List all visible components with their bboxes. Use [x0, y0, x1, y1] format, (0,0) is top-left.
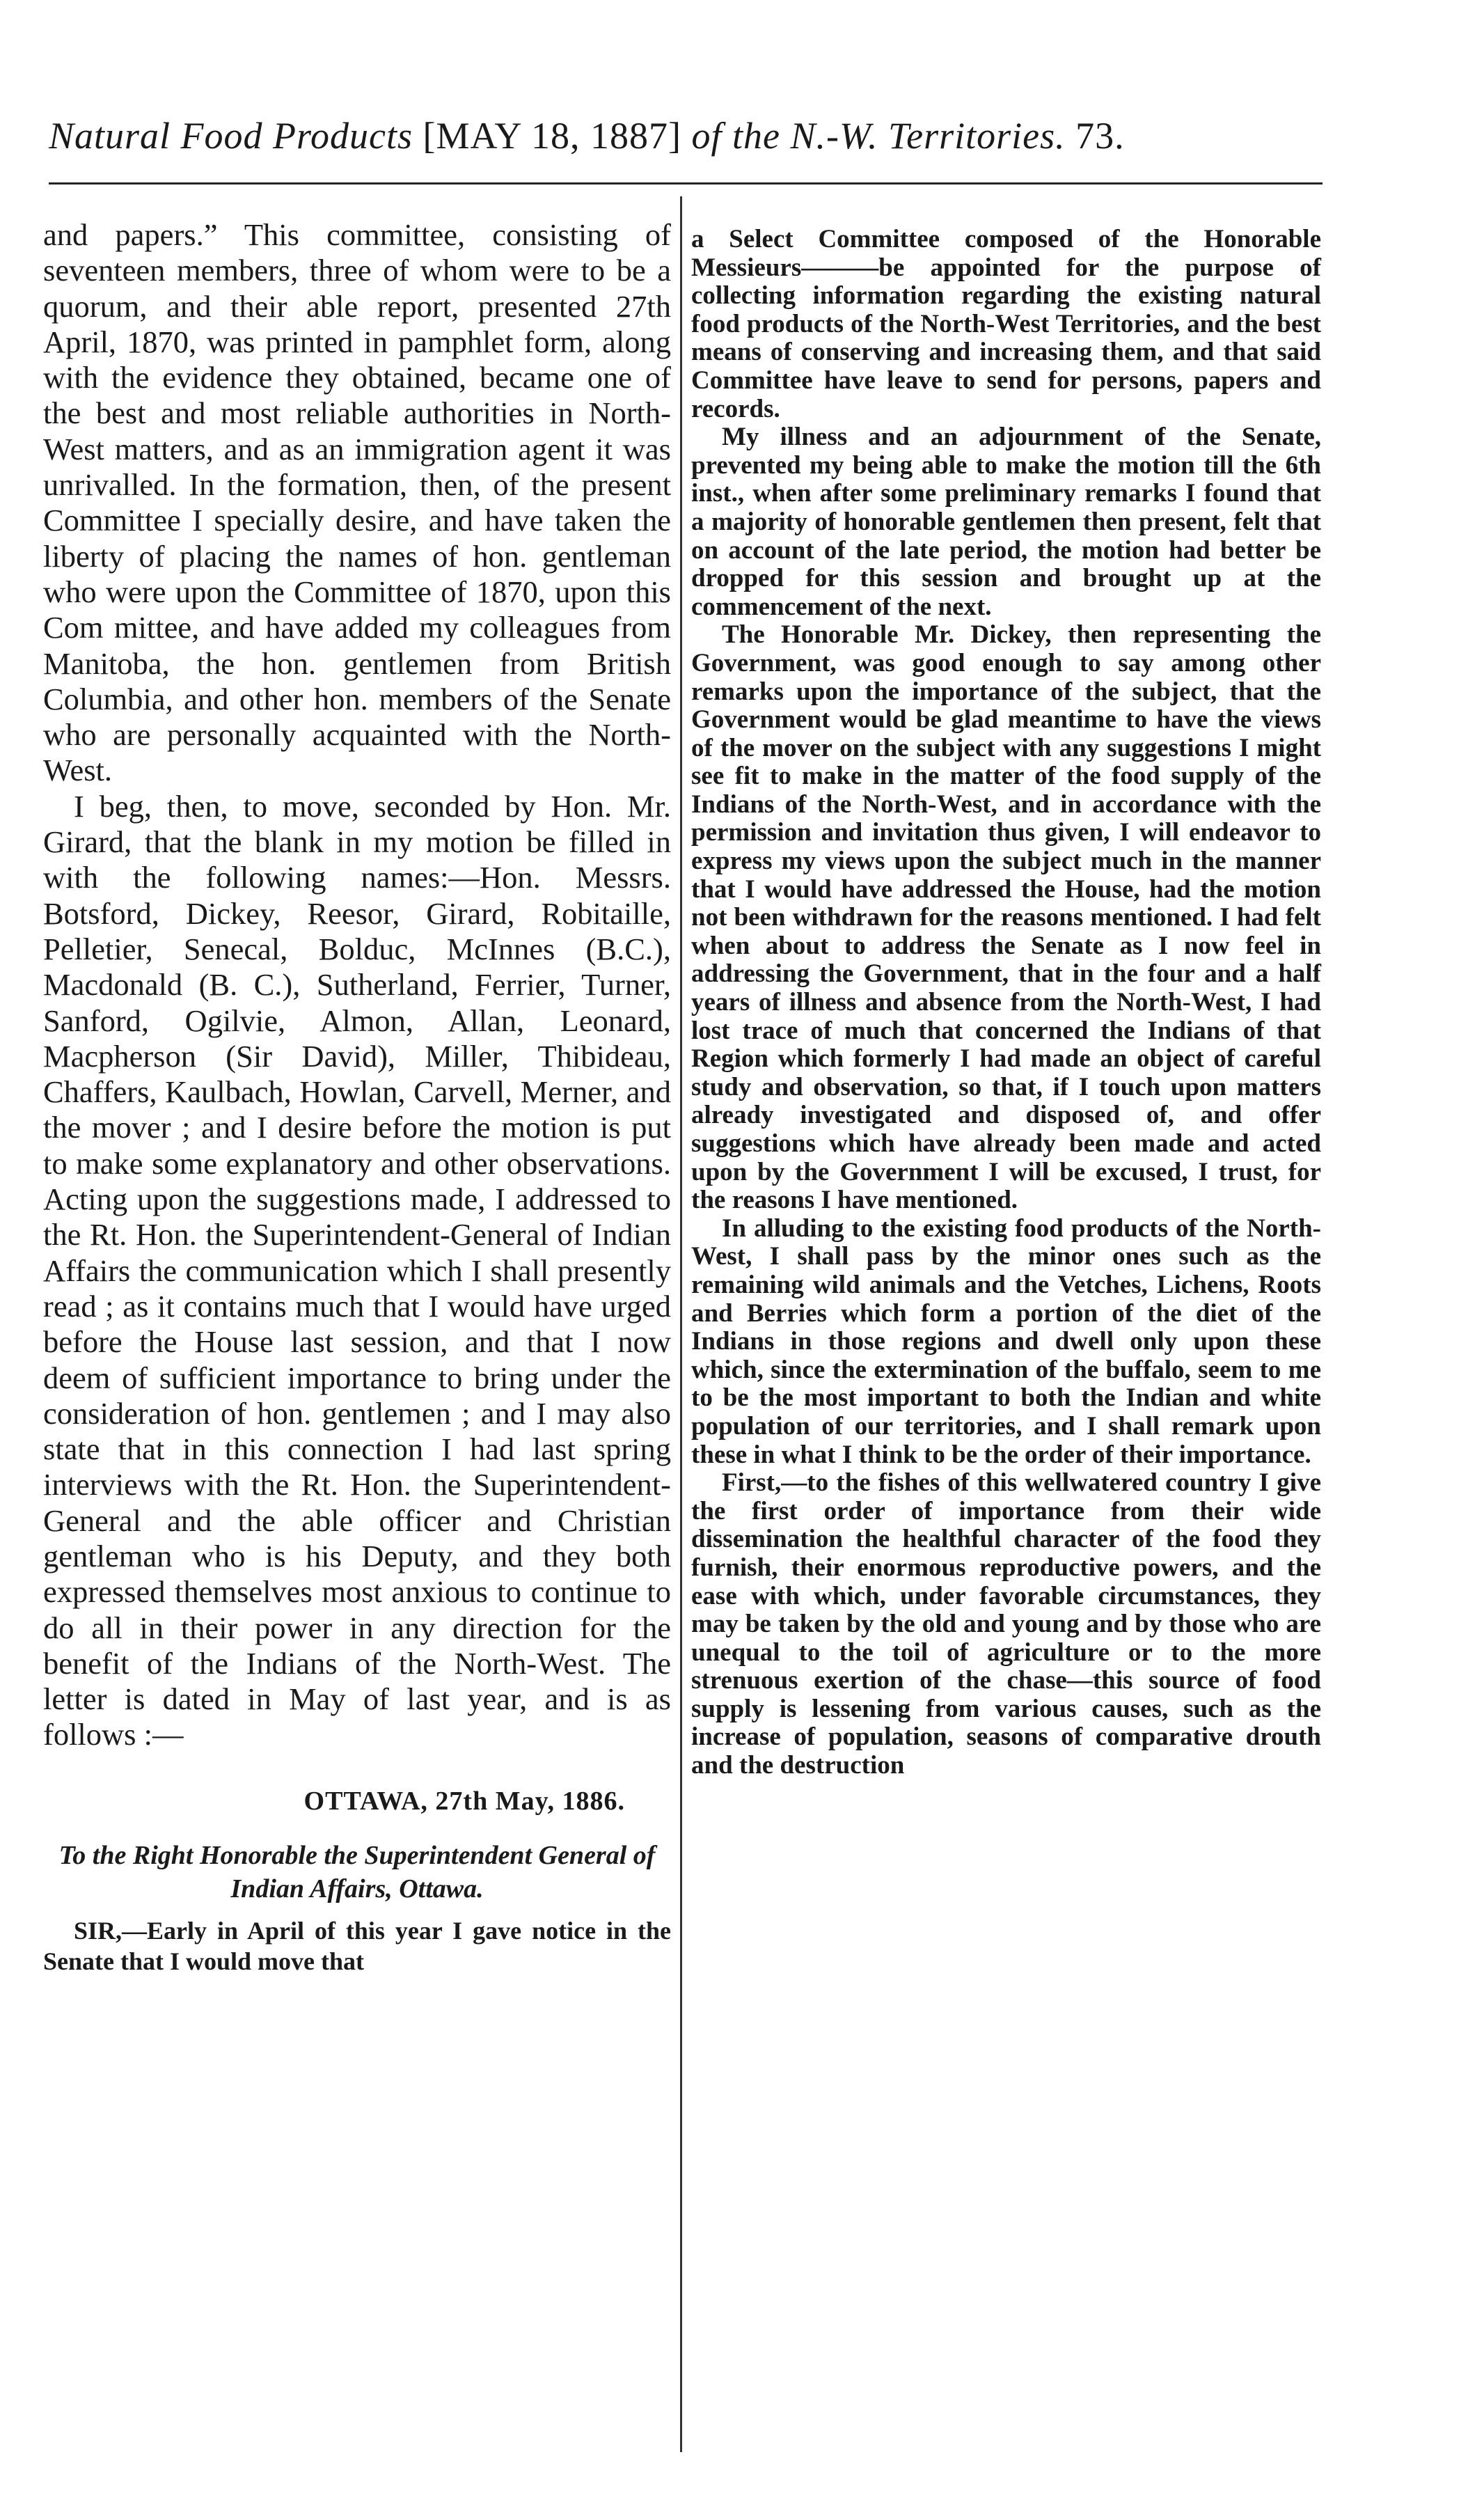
letter-opening: SIR,—Early in April of this year I gave notice in the Senate that I would move that	[43, 1917, 671, 1976]
right-paragraph-1: a Select Committee composed of the Honorable Messieurs———be appointed for the purpose of collecting information regarding the existing natural food products of the North-West Territories, and the best means of conserving and increasing them, and that said Committee have leave to send for persons, papers and records.	[691, 225, 1321, 423]
right-paragraph-3: The Honorable Mr. Dickey, then representing the Government, was good enough to say among other remarks upon the importance of the subject, that the Government would be glad meantime to have the views of the mover on the subject with any suggestions I might see fit to make in the matter of the food supply of the Indians of the North-West, and in accordance with the permission and invitation thus given, I will endeavor to express my views upon the subject much in the manner that I would have addressed the House, had the motion not been withdrawn for the reasons mentioned. I had felt when about to address the Senate as I now feel in addressing the Government, that in the four and a half years of illness and absence from the North-West, I had lost trace of much that concerned the Indians of that Region which formerly I had made an object of careful study and observation, so that, if I touch upon matters already investigated and disposed of, and offer suggestions which have already been made and acted upon by the Government I will be excused, I trust, for the reasons I have mentioned.	[691, 620, 1321, 1215]
right-paragraph-4: In alluding to the existing food products of the North-West, I shall pass by the minor ones such as the remaining wild animals and the Vetches, Lichens, Roots and Berries which form a portion of the diet of the Indians in those regions and dwell only upon these which, since the extermination of the buffalo, seem to me to be the most important to both the Indian and white population of our territories, and I shall remark upon these in what I think to be the order of their importance.	[691, 1214, 1321, 1469]
header-title-right: of the N.-W. Territories.	[691, 115, 1066, 157]
running-head	[49, 111, 1323, 160]
page-number: 73.	[1075, 115, 1125, 157]
column-divider	[680, 196, 682, 2452]
header-title-left: Natural Food Products	[49, 115, 413, 157]
right-paragraph-2: My illness and an adjournment of the Senate, prevented my being able to make the motion till the 6th inst., when after some preliminary remarks I found that a majority of honorable gentlemen then present, felt that on account of the late period, the motion had better be dropped for this session and brought up at the commencement of the next.	[691, 423, 1321, 621]
letter-address: To the Right Honorable the Superintendent General of Indian Affairs, Ottawa.	[58, 1841, 656, 1904]
left-paragraph-2: I beg, then, to move, seconded by Hon. Mr. Girard, that the blank in my motion be filled in with the following names:—Hon. Messrs. Botsford, Dickey, Reesor, Girard, Robitaille, Pelletier, Senecal, Bolduc, McInnes (B.C.), Macdonald (B. C.), Sutherland, Ferrier, Turner, Sanford, Ogilvie, Almon, Allan, Leonard, Macpherson (Sir David), Miller, Thibideau, Chaffers, Kaulbach, Howlan, Carvell, Merner, and the mover ; and I desire before the motion is put to make some explanatory and other observations. Acting upon the suggestions made, I addressed to the Rt. Hon. the Superintendent-General of Indian Affairs the communication which I shall presently read ; as it contains much that I would have urged before the House last session, and that I now deem of sufficient importance to bring under the consideration of hon. gentlemen ; and I may also state that in this connection I had last spring interviews with the Rt. Hon. the Superintendent-General and the able officer and Christian gentleman who is his Deputy, and they both expressed themselves most anxious to continue to do all in their power in any direction for the benefit of the Indians of the North-West. The letter is dated in May of last year, and is as follows :—	[43, 788, 671, 1752]
left-column	[43, 217, 671, 1977]
header-date: [MAY 18, 1887]	[423, 115, 682, 157]
right-paragraph-5: First,—to the fishes of this wellwatered country I give the first order of importance from their wide dissemination the healthful character of the food they furnish, their enormous reproductive powers, and the ease with which, under favorable circumstances, they may be taken by the old and young and by those who are unequal to the toil of agriculture or to the more strenuous exertion of the chase—this source of food supply is lessening from various causes, such as the increase of population, seasons of comparative drouth and the destruction	[691, 1468, 1321, 1780]
right-column	[691, 226, 1321, 1780]
letter-dateline: OTTAWA, 27th May, 1886.	[303, 1786, 625, 1816]
header-rule	[49, 182, 1323, 185]
left-paragraph-1: and papers.” This committee, consisting of seventeen members, three of whom were to be a quorum, and their able report, presented 27th April, 1870, was printed in pamphlet form, along with the evidence they obtained, became one of the best and most reliable authorities in North-West matters, and as an immigration agent it was unrivalled. In the formation, then, of the present Committee I specially desire, and have taken the liberty of placing the names of hon. gentleman who were upon the Committee of 1870, upon this Com mittee, and have added my colleagues from Manitoba, the hon. gentlemen from British Columbia, and other hon. members of the Senate who are personally acquainted with the North-West.	[43, 217, 671, 788]
